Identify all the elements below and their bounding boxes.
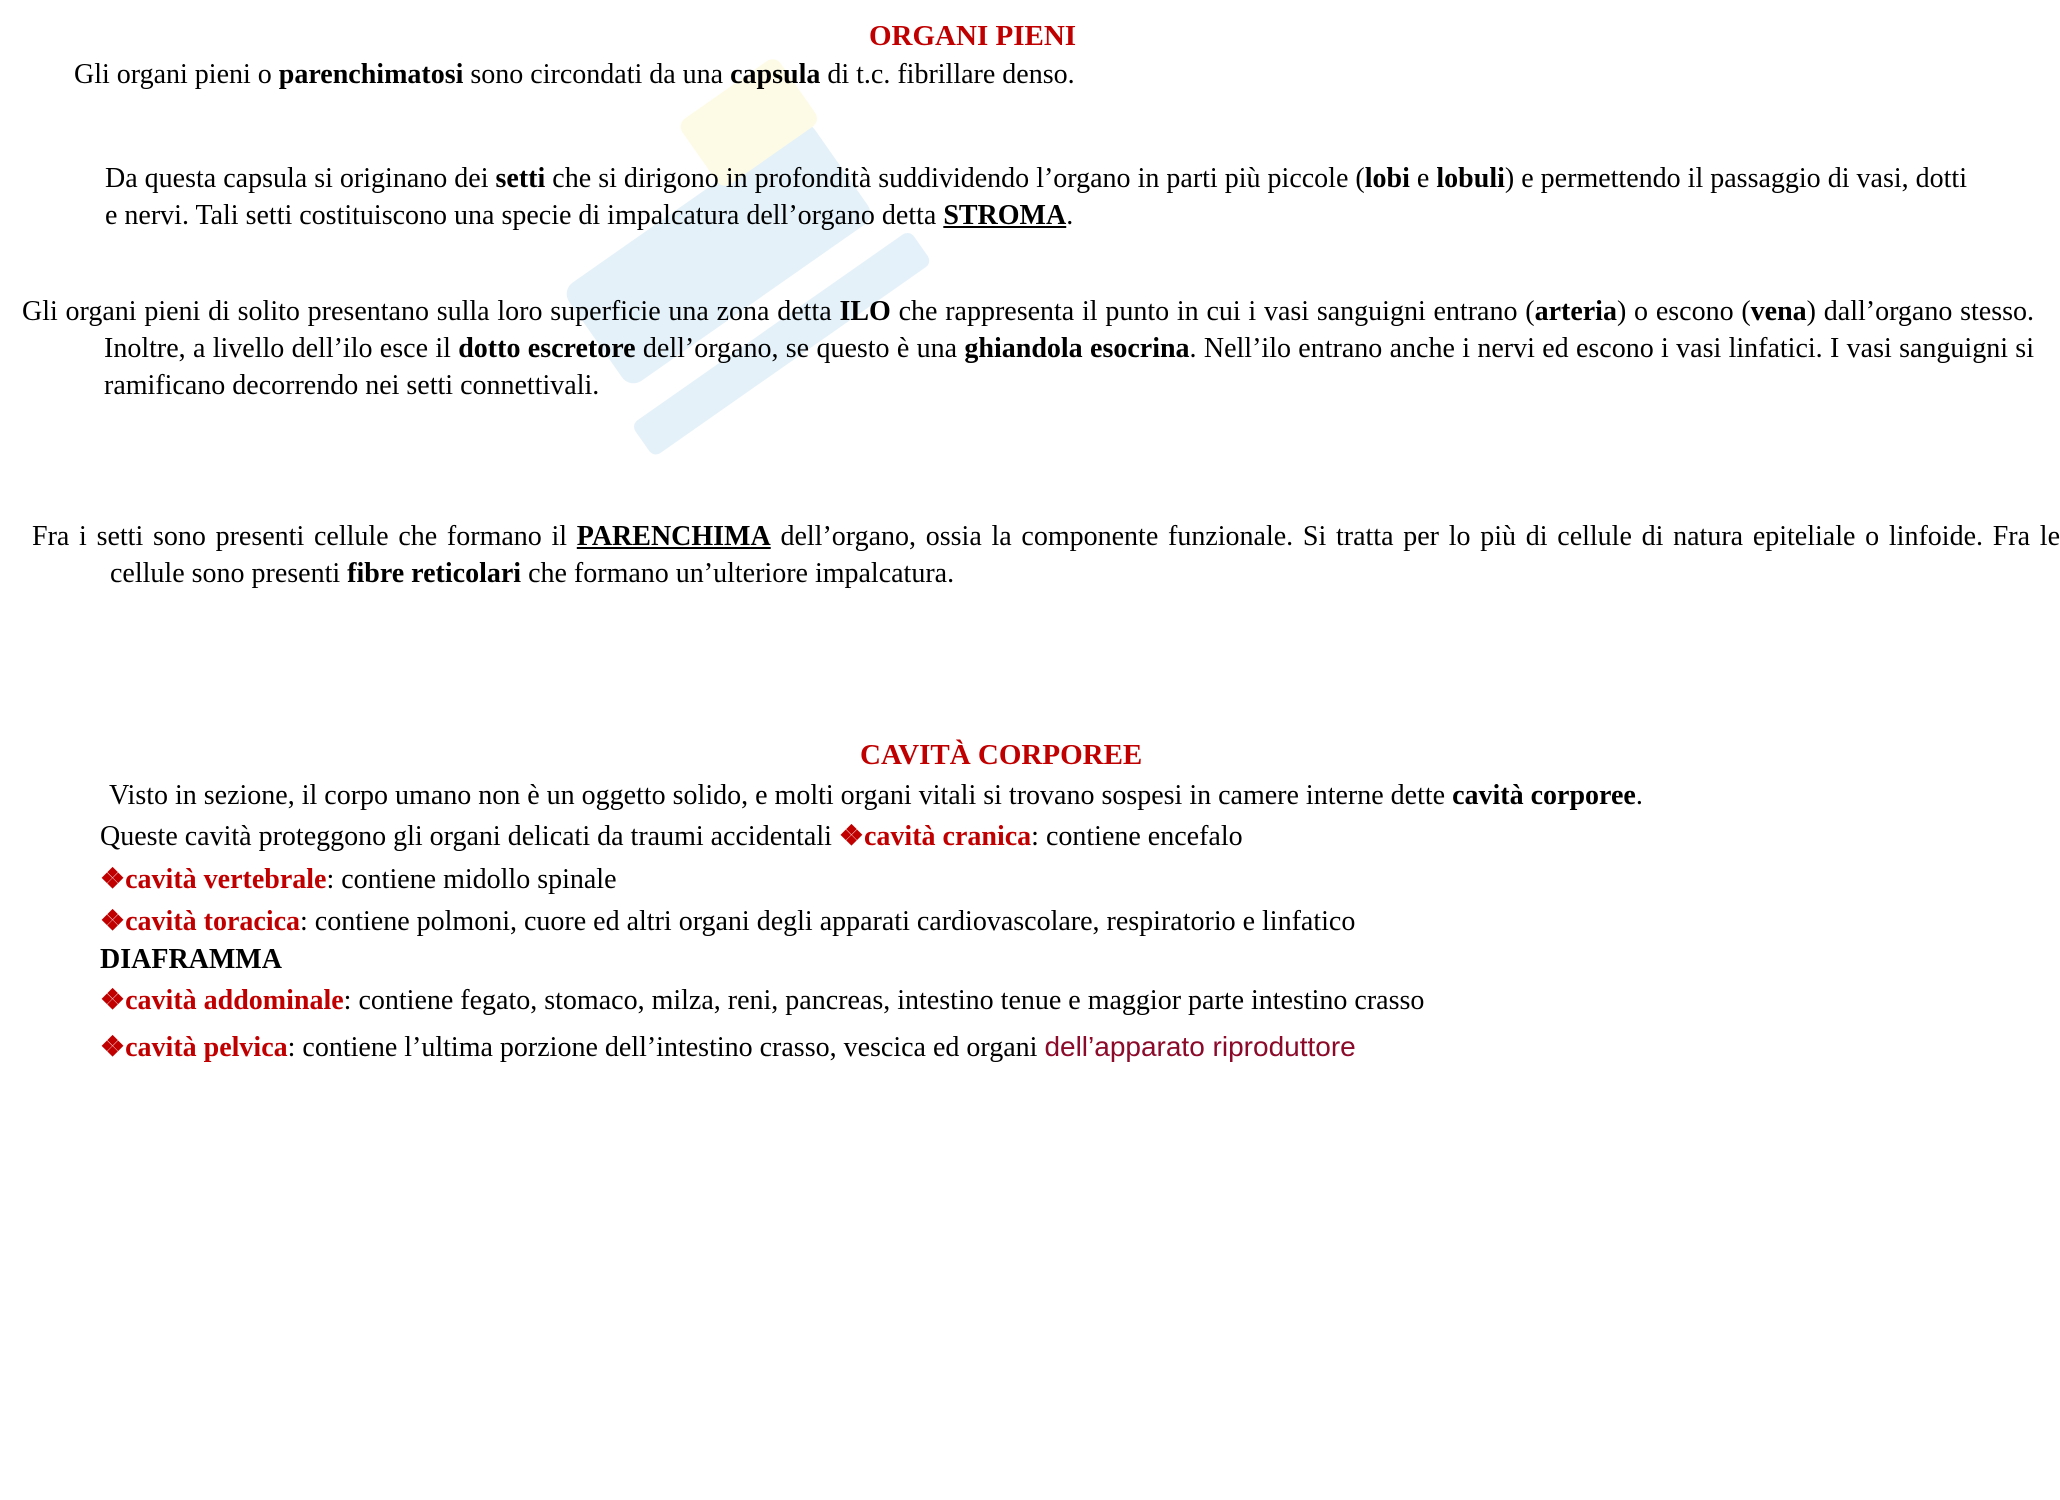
diaframma-text: DIAFRAMMA [100, 944, 282, 975]
p3-bold-dotto-escretore: dotto escretore [458, 333, 636, 364]
p1-text-2: sono circondati da una [463, 59, 731, 90]
p2-bold-lobi: lobi [1364, 163, 1410, 194]
diamond-bullet-icon: ❖ [100, 906, 126, 937]
diamond-bullet-icon: ❖ [100, 1032, 126, 1063]
section-title-organi-pieni: ORGANI PIENI [869, 20, 1077, 52]
diamond-bullet-icon: ❖ [100, 985, 126, 1016]
p3-text-2: che rappresenta il punto in cui i vasi sanguigni entrano ( [890, 296, 1535, 327]
p2-underline-stroma: STROMA [943, 200, 1067, 231]
list-item-cavita-toracica [100, 903, 1355, 940]
p4-text-3: che formano un’ulteriore impalcatura. [521, 558, 955, 589]
cavita-pelvica-label: cavità pelvica [125, 1032, 288, 1063]
p1-bold-capsula: capsula [730, 59, 821, 90]
p3-bold-ghiandola-esocrina: ghiandola esocrina [964, 333, 1190, 364]
cavita-addominale-label: cavità addominale [125, 985, 344, 1016]
cavita-addominale-text: : contiene fegato, stomaco, milza, reni, pancreas, intestino tenue e maggior parte intestino crasso [343, 985, 1425, 1016]
cavita-toracica-label: cavità toracica [125, 906, 301, 937]
p2-bold-setti: setti [495, 163, 546, 194]
p3-text-4: ) dall’organo stesso. Inoltre, a livello dell’ilo esce il [104, 296, 2034, 364]
watermark-logo [520, 40, 940, 500]
p2-bold-lobuli: lobuli [1436, 163, 1505, 194]
diamond-bullet-icon: ❖ [100, 864, 126, 895]
cavita-vertebrale-text: : contiene midollo spinale [326, 864, 617, 895]
p4-underline-parenchima: PARENCHIMA [576, 521, 771, 552]
p4-text-1: Fra i setti sono presenti cellule che formano il [32, 521, 577, 552]
p2-text-1: Da questa capsula si originano dei [105, 163, 496, 194]
p2-text-4: ) e permettendo il passaggio di vasi, dotti e nervi. Tali setti costituiscono una specie di impalcatura dell’organo detta [105, 163, 1967, 231]
paragraph-parenchima [32, 518, 2060, 592]
p3-bold-vena: vena [1750, 296, 1807, 327]
cavita-toracica-text: : contiene polmoni, cuore ed altri organi degli apparati cardiovascolare, respiratorio e linfatico [300, 906, 1356, 937]
p3-text-5: dell’organo, se questo è una [635, 333, 965, 364]
cavita-vertebrale-label: cavità vertebrale [125, 864, 327, 895]
p3-bold-arteria: arteria [1534, 296, 1617, 327]
list-item-cavita-vertebrale [100, 861, 617, 898]
p2-text-2: che si dirigono in profondità suddividendo l’organo in parti più piccole ( [545, 163, 1365, 194]
list-item-cavita-addominale [100, 982, 1424, 1019]
p1-bold-parenchimatosi: parenchimatosi [278, 59, 464, 90]
intro-text-2: . [1635, 780, 1643, 811]
intro-text-1: Visto in sezione, il corpo umano non è un oggetto solido, e molti organi vitali si trovano sospesi in camere interne dette [109, 780, 1453, 811]
p1-text-3: di t.c. fibrillare denso. [820, 59, 1075, 90]
intro-bold-cavita-corporee: cavità corporee [1452, 780, 1636, 811]
p3-text-3: ) o escono ( [1616, 296, 1751, 327]
paragraph-capsula [74, 56, 1075, 93]
apparato-riproduttore-text: dell’apparato riproduttore [1044, 1031, 1356, 1062]
cavita-cranica-label: cavità cranica [864, 821, 1032, 852]
p1-text-1: Gli organi pieni o [74, 59, 279, 90]
p2-text-5: . [1066, 200, 1074, 231]
p3-text-1: Gli organi pieni di solito presentano sulla loro superficie una zona detta [22, 296, 840, 327]
p3-bold-ilo: ILO [839, 296, 891, 327]
list-item-cavita-pelvica [100, 1028, 1356, 1066]
line2-text-2: : contiene encefalo [1031, 821, 1243, 852]
p4-bold-fibre-reticolari: fibre reticolari [347, 558, 522, 589]
p2-text-3: e [1409, 163, 1437, 194]
p3-text-6: . Nell’ilo entrano anche i nervi ed escono i vasi linfatici. I vasi sanguigni si ramificano decorrendo nei setti connettivali. [104, 333, 2034, 401]
line-cavita-cranica [100, 818, 1243, 855]
paragraph-ilo [22, 293, 2034, 404]
paragraph-setti-stroma [105, 160, 1967, 234]
cavita-pelvica-text: : contiene l’ultima porzione dell’intestino crasso, vescica ed organi [287, 1032, 1045, 1063]
diamond-bullet-icon: ❖ [838, 821, 864, 852]
section-title-cavita-corporee: CAVITÀ CORPOREE [860, 739, 1143, 771]
paragraph-cavita-intro [109, 777, 1643, 814]
diaframma-label [100, 941, 282, 978]
p4-text-2: dell’organo, ossia la componente funzionale. Si tratta per lo più di cellule di natura epiteliale o linfoide. Fra le cellule sono presenti [110, 521, 2060, 589]
line2-text-1: Queste cavità proteggono gli organi delicati da traumi accidentali [100, 821, 839, 852]
